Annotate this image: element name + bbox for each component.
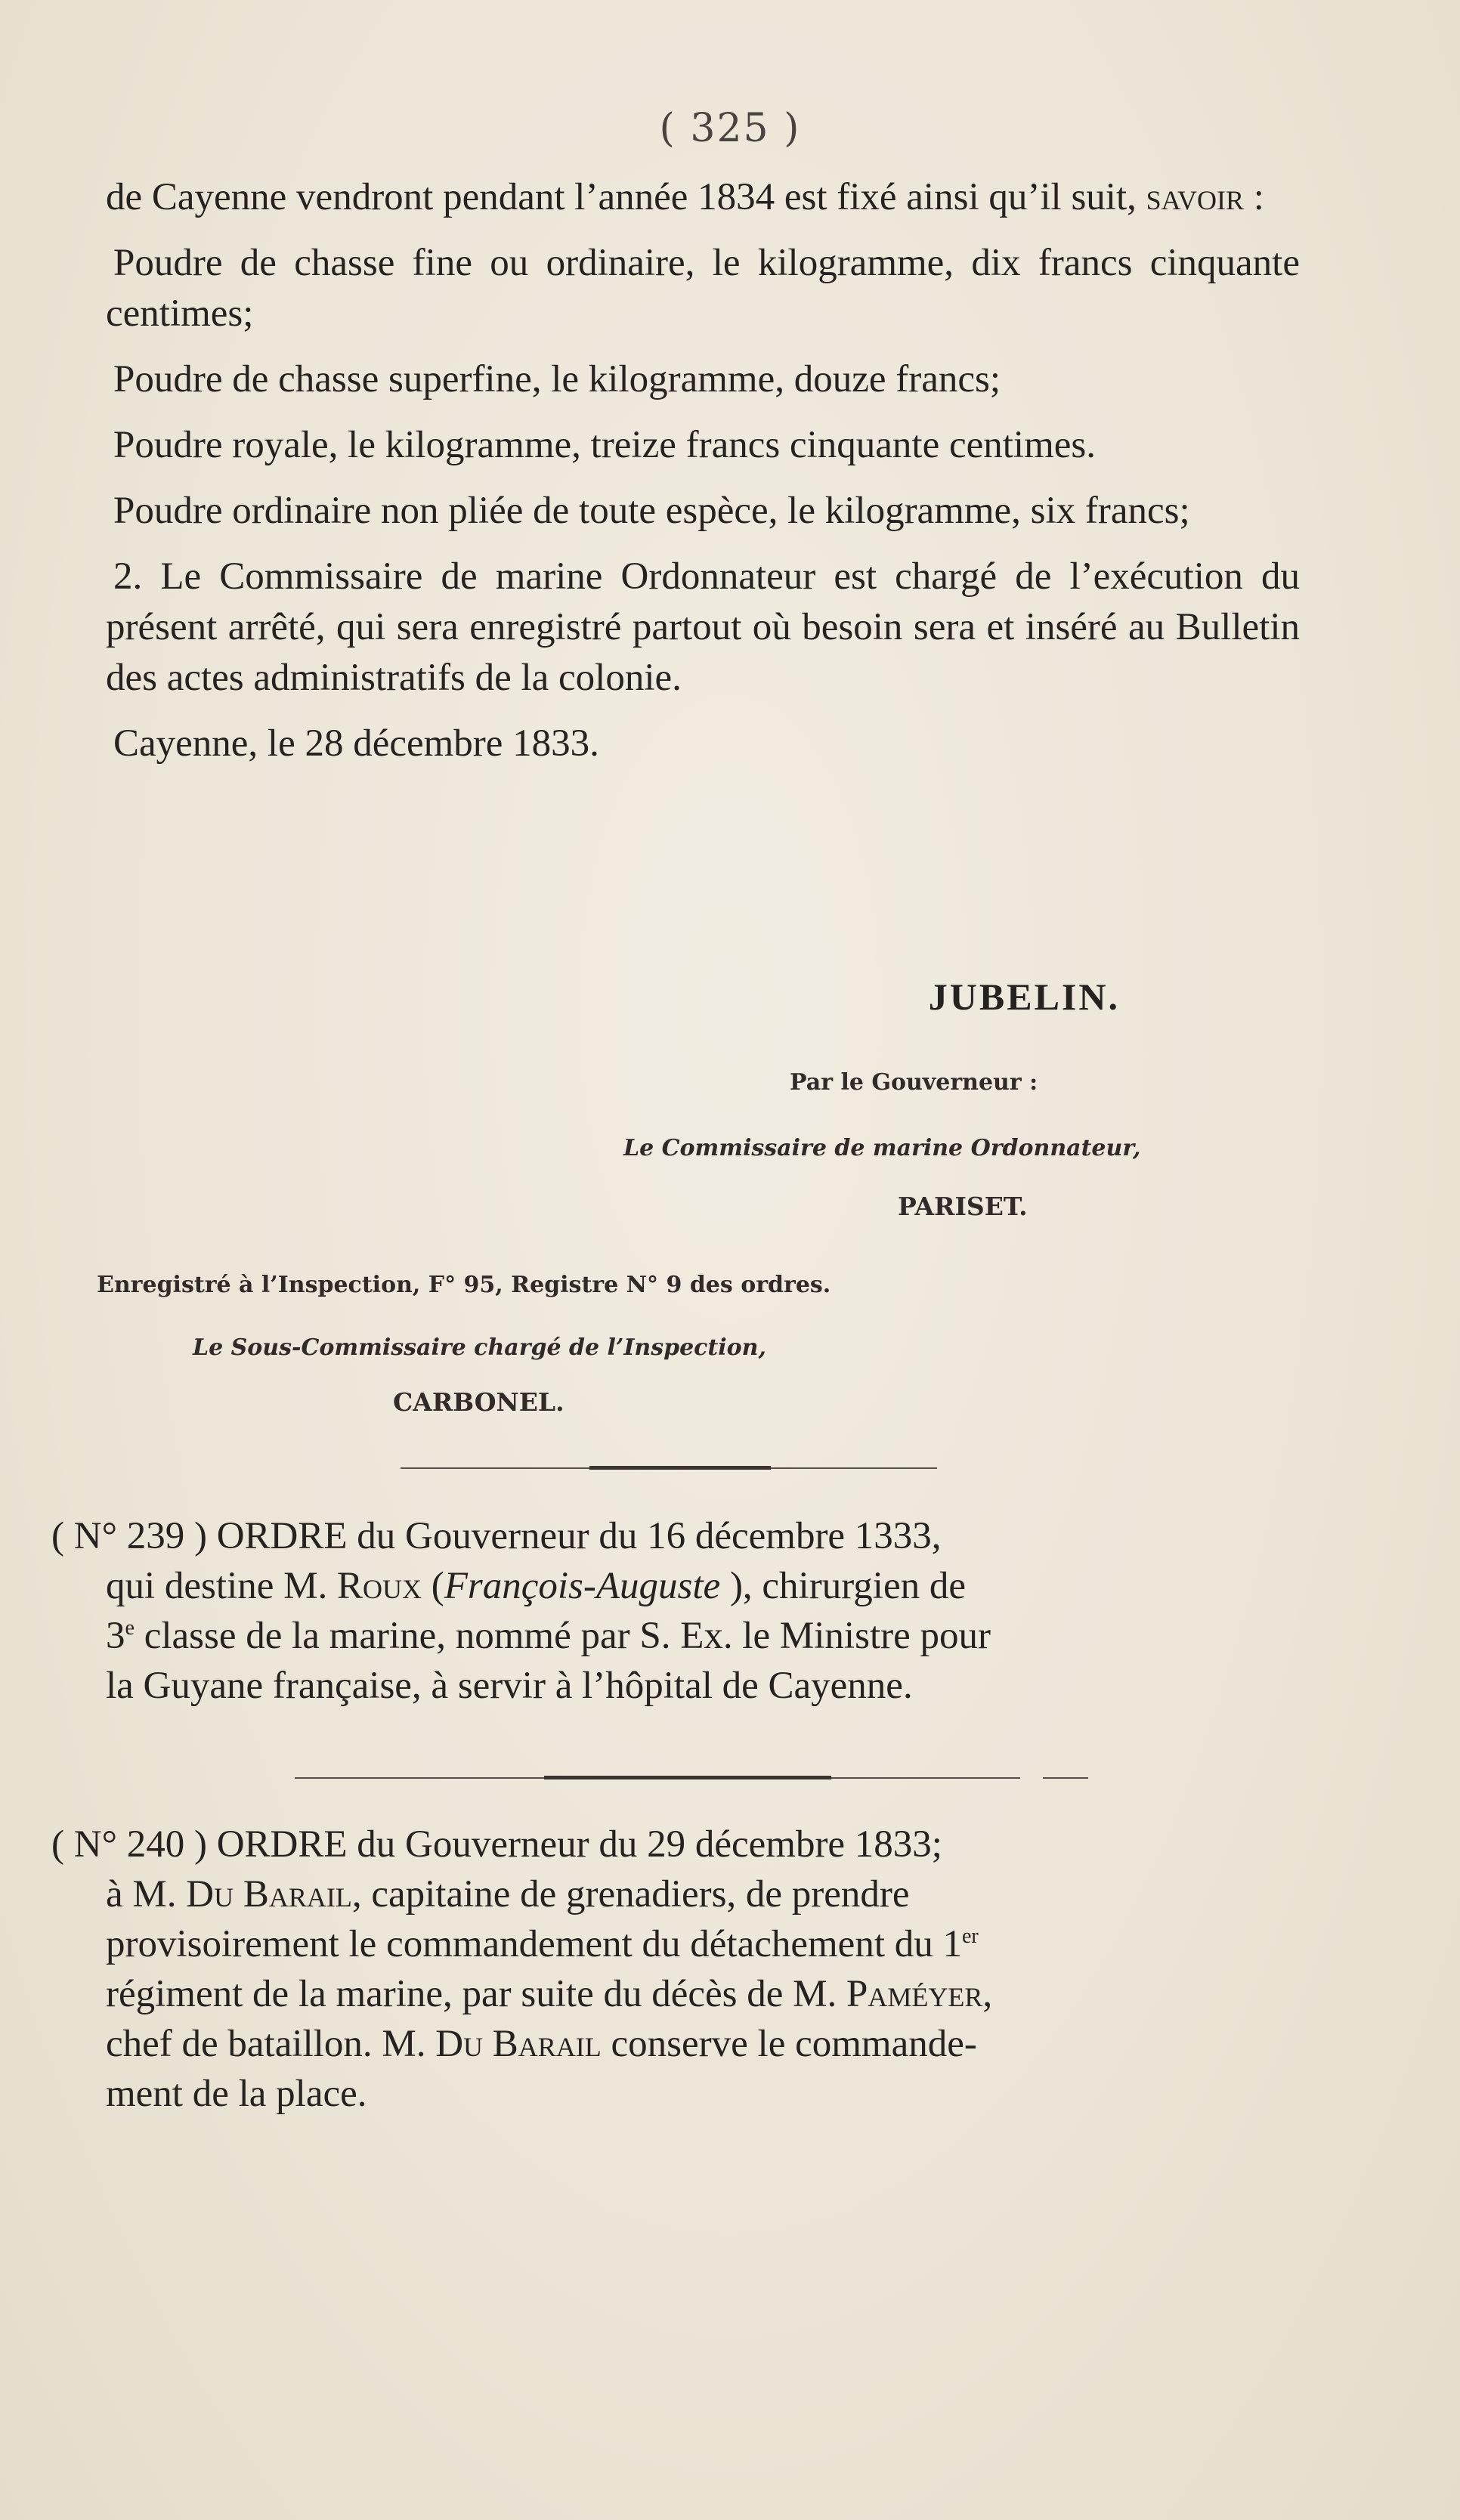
ordre-239-line2c: ), chirurgien de [720, 1565, 966, 1607]
ordre-239-line3: classe de la marine, nommé par S. Ex. le Ministre pour [134, 1615, 991, 1657]
commissaire-name: PARISET. [898, 1192, 1028, 1221]
ordre-240-body [51, 1869, 1300, 2119]
separator-rule-1-center [589, 1466, 771, 1470]
signature-jubelin: JUBELIN. [928, 976, 1120, 1018]
paragraph-1-end: : [1244, 176, 1264, 218]
ordre-239-classe-num: 3 [106, 1615, 125, 1657]
paragraph-1 [106, 172, 1300, 223]
name-pameyer: Paméyer [846, 1973, 983, 2015]
ordre-239-line4: la Guyane française, à servir à l’hôpital de Cayenne. [106, 1665, 913, 1707]
date-line: Cayenne, le 28 décembre 1833. [113, 722, 599, 765]
ordre-240 [51, 1820, 1300, 2119]
name-roux: Roux [336, 1565, 422, 1607]
ordre-240-line3: provisoirement le commandement du détachement du 1 [106, 1923, 962, 1965]
paragraph-4: Poudre royale, le kilogramme, treize francs cinquante centimes. [113, 424, 1096, 466]
enregistre-line: Enregistré à l’Inspection, F° 95, Registre N° 9 des ordres. [97, 1272, 831, 1298]
ordre-240-line4b: , [982, 1973, 993, 2015]
ordre-240-head: ( N° 240 ) ORDRE du Gouverneur du 29 décembre 1833; [51, 1823, 942, 1866]
ordre-239-line2a: qui destine M. [106, 1565, 337, 1607]
name-francois-auguste: François-Auguste [444, 1565, 721, 1607]
ordre-240-line4a: régiment de la marine, par suite du décès de M. [106, 1973, 846, 2015]
ordre-240-line3-sup: er [961, 1925, 979, 1948]
sous-commissaire-name: CARBONEL. [393, 1387, 565, 1417]
separator-rule-2-center [544, 1776, 831, 1779]
paragraph-5: Poudre ordinaire non pliée de toute espèce, le kilogramme, six francs; [113, 490, 1190, 532]
ordre-240-line6: ment de la place. [106, 2073, 367, 2115]
page-number: ( 325 ) [659, 106, 801, 151]
savoir-word: savoir [1146, 176, 1245, 218]
ordre-240-line2b: , capitaine de grenadiers, de prendre [351, 1873, 910, 1916]
ordre-239-line2b: ( [422, 1565, 444, 1607]
ordre-240-line5b: conserve le commande- [601, 2023, 977, 2065]
paragraph-2: Poudre de chasse fine ou ordinaire, le kilogramme, dix francs cinquante centimes; [106, 242, 1300, 335]
name-du-barail: Du Barail [186, 1873, 352, 1916]
par-le-gouverneur: Par le Gouverneur : [790, 1069, 1038, 1096]
ordre-239-body [51, 1561, 1300, 1711]
ordre-239-classe-sup: e [125, 1616, 135, 1640]
paragraph-6: 2. Le Commissaire de marine Ordonnateur est chargé de l’exécution du présent arrêté, qui sera enregistré partout où besoin sera et inséré au Bulletin des actes administratifs de la colonie. [106, 555, 1300, 699]
ordre-239-head: ( N° 239 ) ORDRE du Gouverneur du 16 décembre 1333, [51, 1515, 942, 1557]
ordre-240-line2a: à M. [106, 1873, 187, 1916]
paragraph-3: Poudre de chasse superfine, le kilogramme, douze francs; [113, 358, 1001, 400]
ordre-240-line5a: chef de bataillon. M. [106, 2023, 436, 2065]
paragraph-1-text: de Cayenne vendront pendant l’année 1834 est fixé ainsi qu’il suit, [106, 176, 1137, 218]
name-du-barail-2: Du Barail [435, 2023, 602, 2065]
main-text [106, 172, 1300, 784]
ordre-239 [51, 1511, 1300, 1711]
separator-rule-2-dash [1043, 1777, 1088, 1779]
commissaire-title: Le Commissaire de marine Ordonnateur, [623, 1135, 1141, 1161]
sous-commissaire-title: Le Sous-Commissaire chargé de l’Inspection, [193, 1334, 766, 1361]
